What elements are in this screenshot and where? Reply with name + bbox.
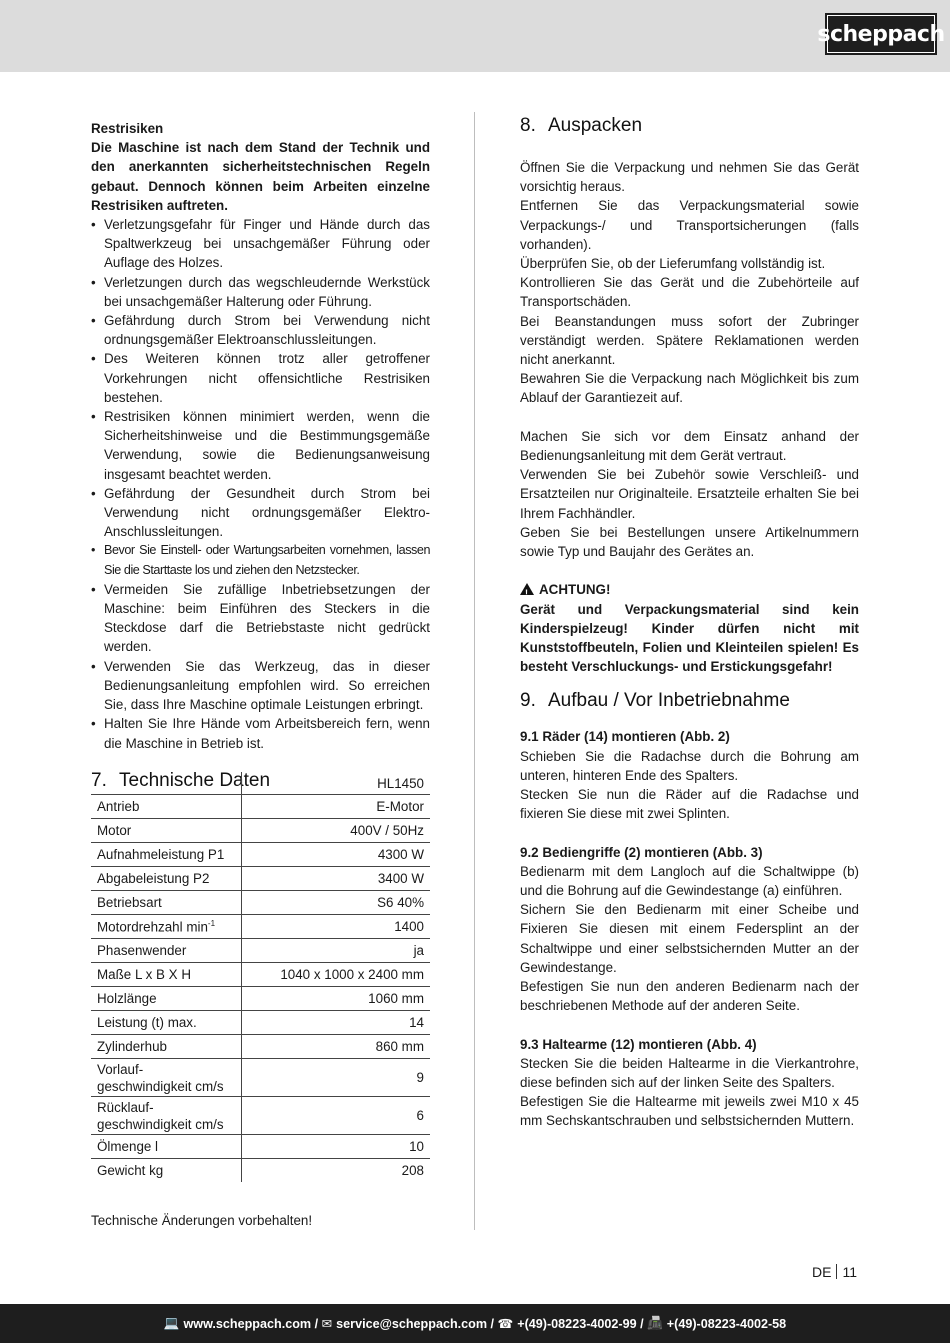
- list-item: • Gefährdung der Gesundheit durch Strom bei Verwendung nicht ordnungsgemäßer Elektro-Anschlussleitungen.: [91, 484, 430, 542]
- paragraph: Befestigen Sie die Haltearme mit jeweils zwei M10 x 45 mm Sechskantschrauben und selbstsichernden Muttern.: [520, 1094, 859, 1129]
- table-cell-value: ja: [242, 939, 431, 963]
- table-row: [91, 819, 430, 843]
- table-cell-label: Maße L x B X H: [91, 963, 242, 987]
- section-title: Technische Daten: [119, 769, 271, 791]
- computer-icon: 💻: [163, 1316, 180, 1330]
- list-item: • Bevor Sie Einstell- oder Wartungsarbeiten vornehmen, lassen Sie die Starttaste los und ziehen den Netzstecker.: [91, 541, 430, 579]
- page-language: DE: [812, 1264, 832, 1280]
- page-number-value: 11: [842, 1264, 857, 1280]
- table-cell-label: Zylinderhub: [91, 1035, 242, 1059]
- table-cell-label: Ölmenge l: [91, 1135, 242, 1159]
- table-cell-value: 4300 W: [242, 843, 431, 867]
- warning-title: [520, 580, 859, 599]
- page-number-separator: [836, 1264, 837, 1279]
- table-row: [91, 1011, 430, 1035]
- scheppach-logo: scheppach: [825, 13, 937, 55]
- table-row: [91, 1135, 430, 1159]
- paragraph: Befestigen Sie nun den anderen Bedienarm nach der beschriebenen Methode auf der anderen Seite.: [520, 979, 859, 1014]
- list-item: • Halten Sie Ihre Hände vom Arbeitsbereich fern, wenn die Maschine in Betrieb ist.: [91, 714, 430, 752]
- right-column: [520, 115, 859, 1131]
- table-cell-label-text: Motordrehzahl min: [97, 919, 208, 935]
- section-number: 8.: [520, 115, 536, 136]
- table-row: [91, 1097, 430, 1135]
- table-cell-value: E-Motor: [242, 795, 431, 819]
- list-item: • Verwenden Sie das Werkzeug, das in dieser Bedienungsanleitung empfohlen wird. So erreichen Sie, dass Ihre Maschine optimale Leistungen erbringt.: [91, 657, 430, 715]
- table-cell-label: Abgabeleistung P2: [91, 867, 242, 891]
- page-number: [812, 1264, 857, 1280]
- subsection-title: 9.2 Bediengriffe (2) montieren (Abb. 3): [520, 844, 763, 860]
- table-cell-value: 3400 W: [242, 867, 431, 891]
- footer-bar: [0, 1304, 950, 1343]
- paragraph: Verwenden Sie bei Zubehör sowie Verschleiß- und Ersatzteilen nur Originalteile. Ersatzteile erhalten Sie bei Ihrem Fachhändler.: [520, 467, 859, 521]
- footer-fax: +(49)-08223-4002-58: [666, 1316, 787, 1331]
- paragraph: Machen Sie sich vor dem Einsatz anhand der Bedienungsanleitung mit dem Gerät vertraut.: [520, 428, 859, 464]
- list-item: • Verletzungen durch das wegschleudernde Werkstück bei unsachgemäßer Halterung oder Führung.: [91, 273, 430, 311]
- residual-risks-title: Restrisiken: [91, 121, 164, 136]
- warning-text: Gerät und Verpackungsmaterial sind kein Kinderspielzeug! Kinder dürfen nicht mit Kunststoffbeuteln, Folien und Kleinteilen spielen! Es besteht Verschluckungs- und Erstickungsgefahr!: [520, 601, 859, 675]
- table-row: [91, 1059, 430, 1097]
- residual-risks-intro: Die Maschine ist nach dem Stand der Technik und den anerkannten sicherheitstechnischen Regeln gebaut. Dennoch können beim Arbeiten einzelne Restrisiken auftreten.: [91, 140, 430, 213]
- table-cell-label: [91, 915, 242, 939]
- mail-icon: ✉: [321, 1317, 333, 1331]
- paragraph: Kontrollieren Sie das Gerät und die Zubehörteile auf Transportschäden.: [520, 275, 859, 310]
- table-cell-value: 1060 mm: [242, 987, 431, 1011]
- table-row: [91, 1035, 430, 1059]
- section-number: 7.: [91, 769, 107, 791]
- residual-risks-list: [91, 215, 430, 753]
- table-cell-label: Vorlauf-geschwindigkeit cm/s: [91, 1059, 242, 1097]
- section-title: Aufbau / Vor Inbetriebnahme: [548, 690, 790, 712]
- table-cell-value: 1400: [242, 915, 431, 939]
- footer-website[interactable]: www.scheppach.com /: [183, 1316, 319, 1331]
- section-9-heading: [520, 690, 859, 712]
- table-cell-label: Leistung (t) max.: [91, 1011, 242, 1035]
- table-row: [91, 963, 430, 987]
- table-cell-label: Holzlänge: [91, 987, 242, 1011]
- table-row: [91, 795, 430, 819]
- subsection-title: 9.3 Haltearme (12) montieren (Abb. 4): [520, 1036, 757, 1052]
- table-row: [91, 843, 430, 867]
- table-cell-value: 6: [242, 1097, 431, 1135]
- paragraph: Entfernen Sie das Verpackungsmaterial sowie Verpackungs-/ und Transportsicherungen (falls vorhanden).: [520, 198, 859, 252]
- section-8-heading: [520, 115, 859, 137]
- table-cell-label: Aufnahmeleistung P1: [91, 843, 242, 867]
- table-header-model: HL1450: [242, 772, 431, 795]
- phone-icon: ☎: [497, 1317, 514, 1331]
- paragraph: Bedienarm mit dem Langloch auf die Schaltwippe (b) und die Bohrung auf die Gewindestange (a) einführen.: [520, 863, 859, 899]
- paragraph: Überprüfen Sie, ob der Lieferumfang vollständig ist.: [520, 256, 826, 272]
- subsection-title: 9.1 Räder (14) montieren (Abb. 2): [520, 729, 730, 745]
- superscript: -1: [207, 918, 216, 928]
- paragraph: Bei Beanstandungen muss sofort der Zubringer verständigt werden. Spätere Reklamationen werden nicht anerkannt.: [520, 313, 859, 368]
- table-cell-value: 860 mm: [242, 1035, 431, 1059]
- section-number: 9.: [520, 690, 536, 712]
- fax-icon: 📠: [647, 1316, 663, 1330]
- tech-data-table: [91, 769, 430, 1182]
- list-item: • Verletzungsgefahr für Finger und Hände durch das Spaltwerkzeug bei unsachgemäßer Führung oder Auflage des Holzes.: [91, 215, 430, 273]
- table-cell-value: 400V / 50Hz: [242, 819, 431, 843]
- paragraph: Öffnen Sie die Verpackung und nehmen Sie das Gerät vorsichtig heraus.: [520, 160, 859, 195]
- paragraph: Geben Sie bei Bestellungen unsere Artikelnummern sowie Typ und Baujahr des Gerätes an.: [520, 524, 859, 560]
- table-cell-value: 14: [242, 1011, 431, 1035]
- warning-title-text: ACHTUNG!: [539, 582, 611, 598]
- table-cell-label: Gewicht kg: [91, 1159, 242, 1183]
- footer-email[interactable]: service@scheppach.com /: [336, 1316, 495, 1331]
- table-cell-label: Antrieb: [91, 795, 242, 819]
- left-column: [91, 119, 430, 792]
- table-cell-value: 9: [242, 1059, 431, 1097]
- header-bar: [0, 0, 950, 72]
- list-item: • Restrisiken können minimiert werden, wenn die Sicherheitshinweise und die Bestimmungsgemäße Verwendung, sowie die Bedienungsanweisung insgesamt beachtet werden.: [91, 407, 430, 484]
- table-header-row: [91, 772, 430, 795]
- table-cell-value: 10: [242, 1135, 431, 1159]
- table-cell-value: 1040 x 1000 x 2400 mm: [242, 963, 431, 987]
- table-cell-value: S6 40%: [242, 891, 431, 915]
- table-cell-label: Rücklauf-geschwindigkeit cm/s: [91, 1097, 242, 1135]
- footer-phone: +(49)-08223-4002-99 /: [517, 1316, 644, 1331]
- paragraph: Sichern Sie den Bedienarm mit einer Scheibe und Fixieren Sie diesen mit einem Federsplint an der Schaltwippe und einer selbstsichernden Mutter an der Gewindestange.: [520, 902, 859, 975]
- table-row: [91, 1159, 430, 1183]
- table-row: [91, 867, 430, 891]
- warning-icon: [520, 583, 534, 595]
- table-cell-label: Betriebsart: [91, 891, 242, 915]
- table-cell-label: Phasenwender: [91, 939, 242, 963]
- paragraph: Schieben Sie die Radachse durch die Bohrung am unteren, hinteren Ende des Spalters.: [520, 748, 859, 783]
- paragraph: Stecken Sie die beiden Haltearme in die Vierkantrohre, diese befinden sich auf der linken Seite des Spalters.: [520, 1055, 859, 1091]
- column-divider: [474, 112, 475, 1230]
- table-row: [91, 939, 430, 963]
- paragraph: Stecken Sie nun die Räder auf die Radachse und fixieren Sie diese mit zwei Splinten.: [520, 787, 859, 822]
- list-item: • Gefährdung durch Strom bei Verwendung nicht ordnungsgemäßer Elektroanschlussleitungen.: [91, 311, 430, 349]
- section-title: Auspacken: [548, 115, 643, 136]
- paragraph: Bewahren Sie die Verpackung nach Möglichkeit bis zum Ablauf der Garantiezeit auf.: [520, 371, 859, 406]
- table-cell-value: 208: [401, 1163, 424, 1178]
- table-row: [91, 915, 430, 939]
- list-item: • Des Weiteren können trotz aller getroffener Vorkehrungen nicht offensichtliche Restrisiken bestehen.: [91, 349, 430, 407]
- list-item: • Vermeiden Sie zufällige Inbetriebsetzungen der Maschine: beim Einführen des Steckers in die Steckdose darf die Betriebstaste nicht gedrückt werden.: [91, 580, 430, 657]
- table-row: [91, 987, 430, 1011]
- table-row: [91, 891, 430, 915]
- table-cell-label: Motor: [91, 819, 242, 843]
- technical-changes-note: Technische Änderungen vorbehalten!: [91, 1213, 313, 1228]
